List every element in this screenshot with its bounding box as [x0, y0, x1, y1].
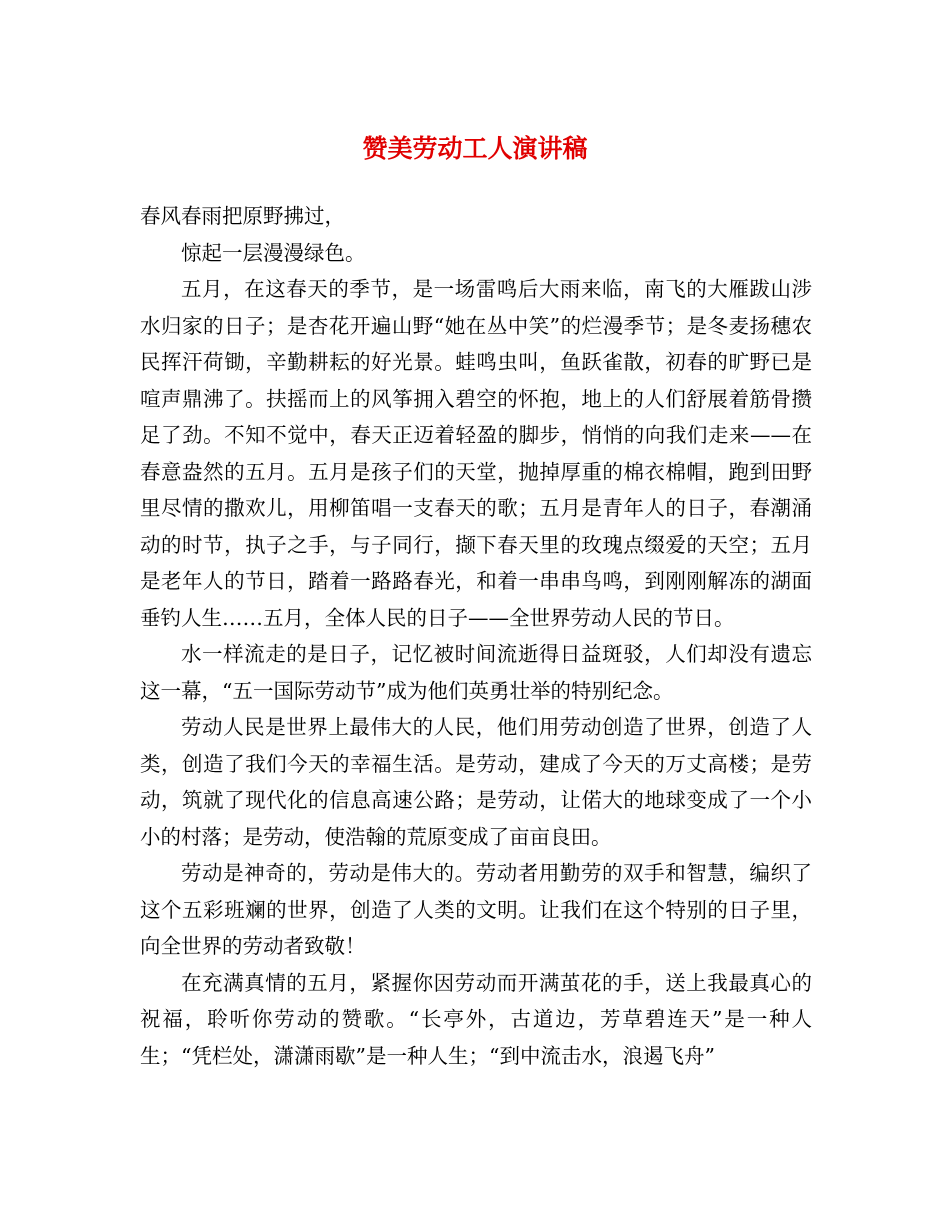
paragraph-poem-line-1: 春风春雨把原野拂过，: [140, 204, 345, 228]
paragraph-memory: 水一样流走的是日子，记忆被时间流逝得日益斑驳，人们却没有遗忘这一幕，“五一国际劳动节”成为他们英勇壮举的特别纪念。: [140, 642, 812, 703]
paragraph-labor-great: 劳动是神奇的，劳动是伟大的。劳动者用勤劳的双手和智慧，编织了这个五彩班斓的世界，创造了人类的文明。让我们在这个特别的日子里，向全世界的劳动者致敬！: [140, 861, 812, 958]
paragraph-poem-line-2: 惊起一层漫漫绿色。: [181, 240, 366, 265]
document-body: [140, 198, 812, 1074]
paragraph-may: 五月，在这春天的季节，是一场雷鸣后大雨来临，南飞的大雁跋山涉水归家的日子；是杏花开遍山野“她在丛中笑”的烂漫季节；是冬麦扬穗农民挥汗荷锄，辛勤耕耘的好光景。蛙鸣虫叫，鱼跃雀散，初春的旷野已是喧声鼎沸了。扶摇而上的风筝拥入碧空的怀抱，地上的人们舒展着筋骨攒足了劲。不知不觉中，春天正迈着轻盈的脚步，悄悄的向我们走来——在春意盎然的五月。五月是孩子们的天堂，抛掉厚重的棉衣棉帽，跑到田野里尽情的撒欢儿，用柳笛唱一支春天的歌；五月是青年人的日子，春潮涌动的时节，执子之手，与子同行，撷下春天里的玫瑰点缀爱的天空；五月是老年人的节日，踏着一路路春光，和着一串串鸟鸣，到刚刚解冻的湖面垂钓人生……五月，全体人民的日子——全世界劳动人民的节日。: [140, 277, 812, 630]
paragraph-working-people: 劳动人民是世界上最伟大的人民，他们用劳动创造了世界，创造了人类，创造了我们今天的幸福生活。是劳动，建成了今天的万丈高楼；是劳动，筑就了现代化的信息高速公路；是劳动，让偌大的地球变成了一个小小的村落；是劳动，使浩翰的荒原变成了亩亩良田。: [140, 715, 812, 849]
document-title: 赞美劳动工人演讲稿: [362, 134, 588, 163]
paragraph-blessing: 在充满真情的五月，紧握你因劳动而开满茧花的手，送上我最真心的祝福，聆听你劳动的赞歌。“长亭外，古道边，芳草碧连天”是一种人生；“凭栏处，潇潇雨歇”是一种人生；“到中流击水，浪遏飞舟”: [140, 970, 812, 1068]
